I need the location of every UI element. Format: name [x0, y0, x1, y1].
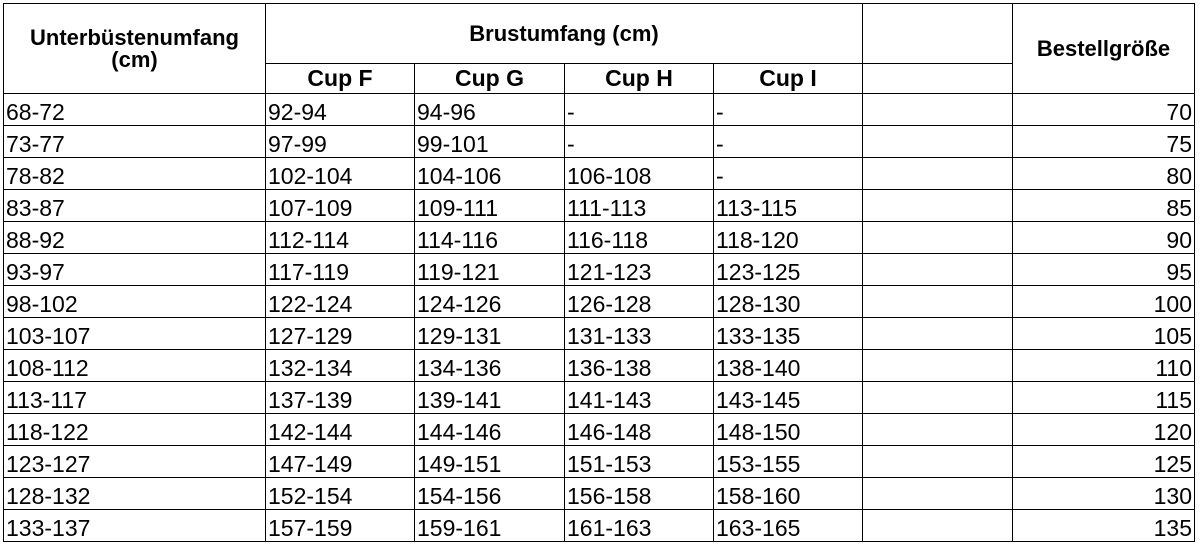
order-size-cell: 75 — [1013, 126, 1195, 158]
cup-g-cell: 159-161 — [415, 510, 565, 542]
cup-i-cell: - — [714, 126, 863, 158]
cup-h-cell: - — [565, 94, 714, 126]
order-size-cell: 95 — [1013, 254, 1195, 286]
cup-g-cell: 99-101 — [415, 126, 565, 158]
underbust-cell: 133-137 — [4, 510, 266, 542]
empty-cell — [863, 350, 1013, 382]
order-size-cell: 100 — [1013, 286, 1195, 318]
order-size-cell: 115 — [1013, 382, 1195, 414]
table-row — [4, 222, 1195, 254]
cup-i-cell: 153-155 — [714, 446, 863, 478]
cup-g-cell: 114-116 — [415, 222, 565, 254]
underbust-cell: 98-102 — [4, 286, 266, 318]
empty-cell — [863, 478, 1013, 510]
cup-f-cell: 112-114 — [266, 222, 415, 254]
order-size-cell: 130 — [1013, 478, 1195, 510]
table-row — [4, 478, 1195, 510]
cup-g-cell: 129-131 — [415, 318, 565, 350]
cup-i-cell: - — [714, 94, 863, 126]
cup-h-cell: 161-163 — [565, 510, 714, 542]
table-row — [4, 318, 1195, 350]
cup-g-cell: 149-151 — [415, 446, 565, 478]
table-row — [4, 286, 1195, 318]
order-size-cell: 70 — [1013, 94, 1195, 126]
order-size-cell: 110 — [1013, 350, 1195, 382]
cup-f-cell: 92-94 — [266, 94, 415, 126]
table-row — [4, 126, 1195, 158]
underbust-cell: 103-107 — [4, 318, 266, 350]
cup-h-cell: 146-148 — [565, 414, 714, 446]
cup-f-header: Cup F — [266, 64, 415, 94]
empty-cell — [863, 254, 1013, 286]
cup-f-cell: 137-139 — [266, 382, 415, 414]
cup-f-cell: 142-144 — [266, 414, 415, 446]
cup-h-cell: 126-128 — [565, 286, 714, 318]
cup-h-cell: 136-138 — [565, 350, 714, 382]
cup-f-cell: 97-99 — [266, 126, 415, 158]
cup-f-cell: 102-104 — [266, 158, 415, 190]
cup-g-cell: 94-96 — [415, 94, 565, 126]
empty-cell — [863, 190, 1013, 222]
underbust-cell: 88-92 — [4, 222, 266, 254]
cup-h-cell: - — [565, 126, 714, 158]
empty-cell — [863, 286, 1013, 318]
empty-cell — [863, 382, 1013, 414]
cup-h-cell: 141-143 — [565, 382, 714, 414]
cup-i-cell: 113-115 — [714, 190, 863, 222]
empty-subheader-cell — [863, 64, 1013, 94]
cup-i-cell: 133-135 — [714, 318, 863, 350]
cup-g-header: Cup G — [415, 64, 565, 94]
cup-f-cell: 122-124 — [266, 286, 415, 318]
cup-i-cell: 128-130 — [714, 286, 863, 318]
order-size-header: Bestellgröße — [1013, 4, 1195, 94]
empty-cell — [863, 94, 1013, 126]
cup-g-cell: 139-141 — [415, 382, 565, 414]
cup-i-cell: 138-140 — [714, 350, 863, 382]
cup-g-cell: 109-111 — [415, 190, 565, 222]
underbust-cell: 113-117 — [4, 382, 266, 414]
cup-i-cell: - — [714, 158, 863, 190]
cup-h-cell: 121-123 — [565, 254, 714, 286]
table-row — [4, 350, 1195, 382]
order-size-cell: 125 — [1013, 446, 1195, 478]
underbust-cell: 78-82 — [4, 158, 266, 190]
cup-i-cell: 143-145 — [714, 382, 863, 414]
cup-h-cell: 116-118 — [565, 222, 714, 254]
empty-cell — [863, 222, 1013, 254]
table-row — [4, 158, 1195, 190]
order-size-cell: 105 — [1013, 318, 1195, 350]
cup-g-cell: 154-156 — [415, 478, 565, 510]
table-row — [4, 414, 1195, 446]
underbust-cell: 73-77 — [4, 126, 266, 158]
empty-cell — [863, 510, 1013, 542]
cup-i-cell: 118-120 — [714, 222, 863, 254]
cup-h-header: Cup H — [565, 64, 714, 94]
underbust-cell: 83-87 — [4, 190, 266, 222]
cup-g-cell: 134-136 — [415, 350, 565, 382]
underbust-cell: 93-97 — [4, 254, 266, 286]
underbust-cell: 123-127 — [4, 446, 266, 478]
header-row-top — [4, 4, 1195, 64]
bust-header: Brustumfang (cm) — [266, 4, 863, 64]
table-row — [4, 446, 1195, 478]
underbust-cell: 68-72 — [4, 94, 266, 126]
underbust-cell: 108-112 — [4, 350, 266, 382]
underbust-header-line1: Unterbüstenumfang — [30, 24, 239, 50]
empty-cell — [863, 126, 1013, 158]
table-row — [4, 382, 1195, 414]
cup-i-cell: 163-165 — [714, 510, 863, 542]
cup-f-cell: 127-129 — [266, 318, 415, 350]
cup-h-cell: 106-108 — [565, 158, 714, 190]
empty-cell — [863, 158, 1013, 190]
underbust-header-line2: (cm) — [111, 46, 158, 72]
cup-i-cell: 158-160 — [714, 478, 863, 510]
underbust-cell: 118-122 — [4, 414, 266, 446]
cup-f-cell: 117-119 — [266, 254, 415, 286]
table-row — [4, 94, 1195, 126]
cup-f-cell: 147-149 — [266, 446, 415, 478]
table-row — [4, 190, 1195, 222]
cup-i-cell: 123-125 — [714, 254, 863, 286]
cup-f-cell: 107-109 — [266, 190, 415, 222]
order-size-cell: 120 — [1013, 414, 1195, 446]
cup-g-cell: 124-126 — [415, 286, 565, 318]
order-size-cell: 135 — [1013, 510, 1195, 542]
empty-cell — [863, 414, 1013, 446]
cup-i-cell: 148-150 — [714, 414, 863, 446]
cup-g-cell: 144-146 — [415, 414, 565, 446]
table-row — [4, 254, 1195, 286]
empty-header-cell — [863, 4, 1013, 64]
cup-h-cell: 111-113 — [565, 190, 714, 222]
cup-f-cell: 132-134 — [266, 350, 415, 382]
size-chart — [3, 3, 1195, 542]
table-body — [4, 94, 1195, 542]
empty-cell — [863, 446, 1013, 478]
underbust-cell: 128-132 — [4, 478, 266, 510]
empty-cell — [863, 318, 1013, 350]
cup-f-cell: 152-154 — [266, 478, 415, 510]
underbust-header — [4, 4, 266, 94]
cup-h-cell: 131-133 — [565, 318, 714, 350]
cup-h-cell: 156-158 — [565, 478, 714, 510]
cup-h-cell: 151-153 — [565, 446, 714, 478]
cup-f-cell: 157-159 — [266, 510, 415, 542]
cup-g-cell: 104-106 — [415, 158, 565, 190]
size-table — [3, 3, 1195, 542]
cup-g-cell: 119-121 — [415, 254, 565, 286]
order-size-cell: 90 — [1013, 222, 1195, 254]
table-row — [4, 510, 1195, 542]
order-size-cell: 85 — [1013, 190, 1195, 222]
cup-i-header: Cup I — [714, 64, 863, 94]
order-size-cell: 80 — [1013, 158, 1195, 190]
